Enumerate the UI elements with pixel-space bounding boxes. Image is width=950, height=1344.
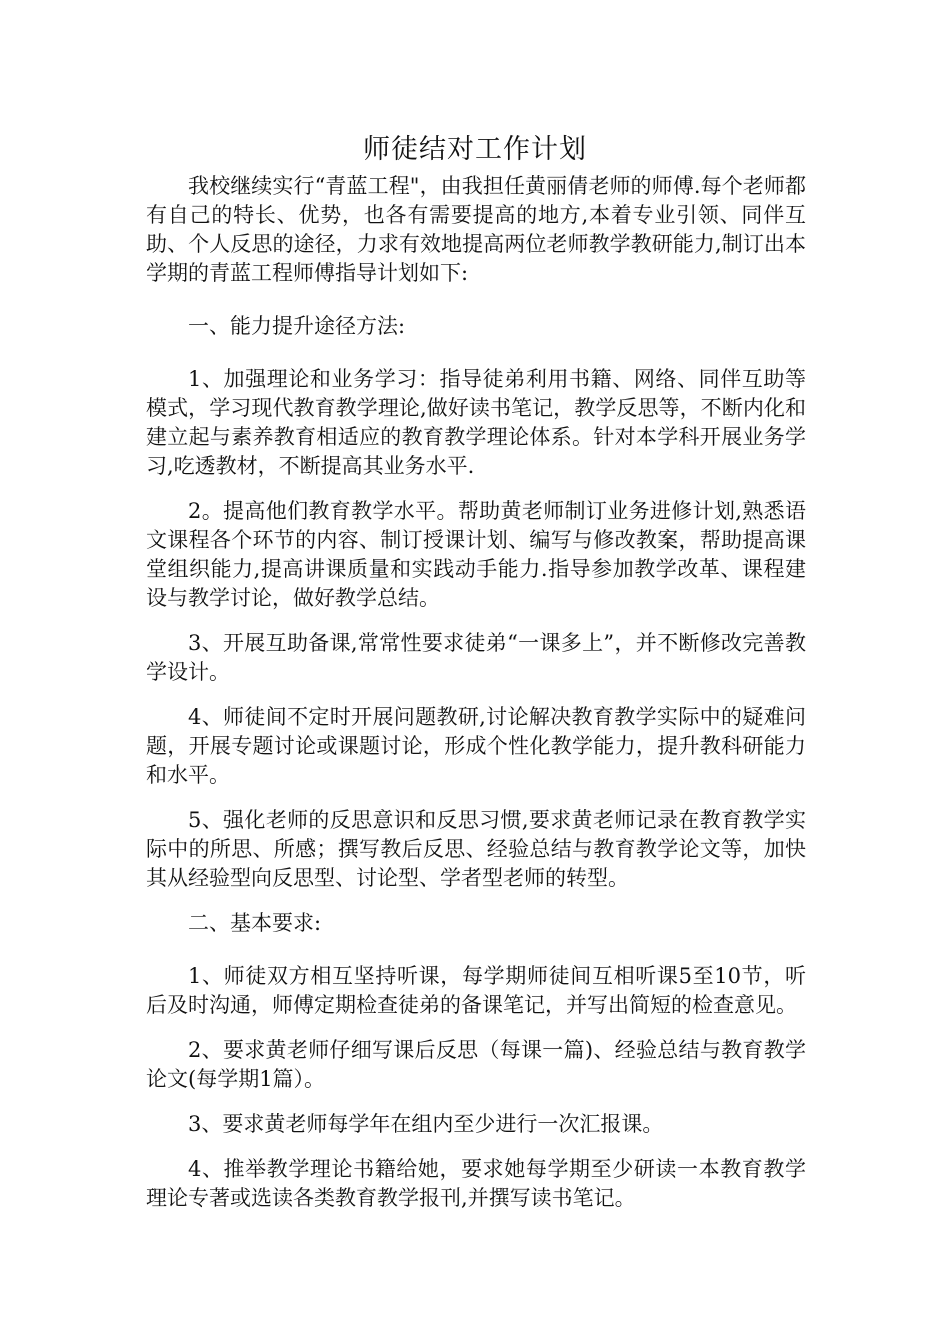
requirement-item-2: 2、要求黄老师仔细写课后反思（每课一篇)、经验总结与教育教学论文(每学期1篇）。 bbox=[146, 1038, 806, 1091]
requirement-item-1: 1、师徒双方相互坚持听课，每学期师徒间互相听课5至10节，听后及时沟通，师傅定期检查徒弟的备课笔记，并写出简短的检查意见。 bbox=[146, 964, 806, 1017]
method-item-4: 4、师徒间不定时开展问题教研,讨论解决教育教学实际中的疑难问题，开展专题讨论或课题讨论，形成个性化教学能力，提升教科研能力和水平。 bbox=[146, 705, 806, 787]
document-body bbox=[146, 172, 806, 1229]
requirement-item-4: 4、推举教学理论书籍给她，要求她每学期至少研读一本教育教学理论专著或选读各类教育教学报刊,并撰写读书笔记。 bbox=[146, 1157, 806, 1210]
document-title: 师徒结对工作计划 bbox=[363, 134, 587, 165]
intro-paragraph: 我校继续实行“青蓝工程"，由我担任黄丽倩老师的师傅.每个老师都有自己的特长、优势，也各有需要提高的地方,本着专业引领、同伴互助、个人反思的途径，力求有效地提高两位老师教学教研能力,制订出本学期的青蓝工程师傅指导计划如下: bbox=[146, 174, 806, 285]
section-heading-methods: 一、能力提升途径方法: bbox=[188, 314, 406, 338]
method-item-1: 1、加强理论和业务学习：指导徒弟利用书籍、网络、同伴互助等模式，学习现代教育教学理论,做好读书笔记，教学反思等，不断内化和建立起与素养教育相适应的教育教学理论体系。针对本学科开展业务学习,吃透教材，不断提高其业务水平. bbox=[146, 367, 806, 478]
method-item-3: 3、开展互助备课,常常性要求徒弟“一课多上”，并不断修改完善教学设计。 bbox=[146, 631, 806, 684]
method-item-5: 5、强化老师的反思意识和反思习惯,要求黄老师记录在教育教学实际中的所思、所感；撰写教后反思、经验总结与教育教学论文等，加快其从经验型向反思型、讨论型、学者型老师的转型。 bbox=[146, 808, 806, 890]
requirement-item-3: 3、要求黄老师每学年在组内至少进行一次汇报课。 bbox=[188, 1112, 664, 1136]
section-heading-requirements: 二、基本要求: bbox=[188, 911, 322, 935]
method-item-2: 2。提高他们教育教学水平。帮助黄老师制订业务进修计划,熟悉语文课程各个环节的内容、制订授课计划、编写与修改教案，帮助提高课堂组织能力,提高讲课质量和实践动手能力.指导参加教学改革、课程建设与教学讨论，做好教学总结。 bbox=[146, 499, 806, 610]
